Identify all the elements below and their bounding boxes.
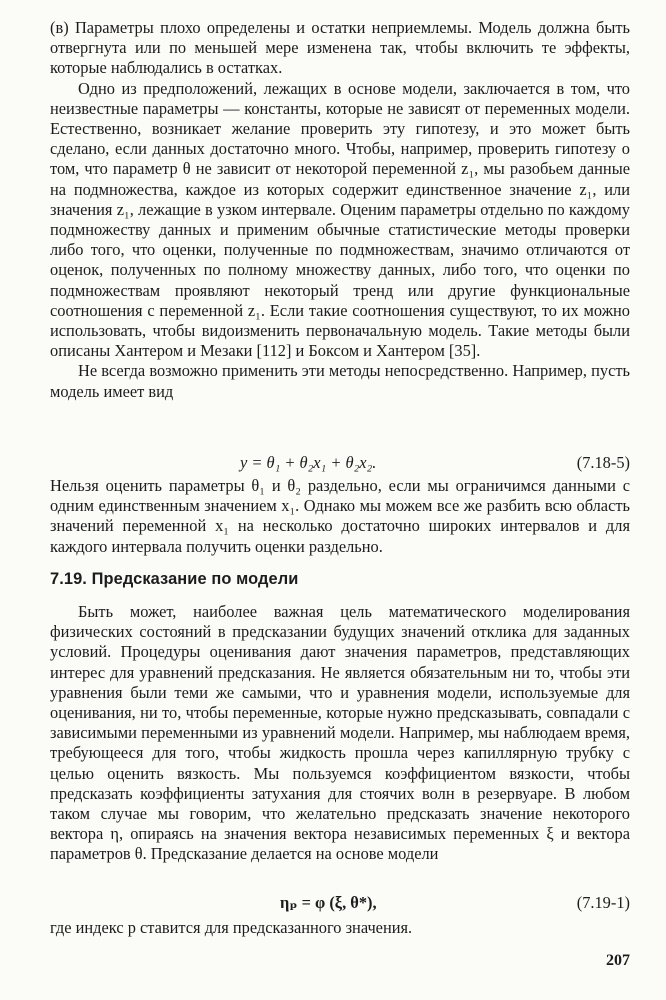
paragraph-index-note: где индекс p ставится для предсказанного значения. (50, 918, 413, 937)
paragraph-item-c: (в) Параметры плохо определены и остатки неприемлемы. Модель должна быть отвергнута или по меньшей мере изменена так, чтобы включить те эффекты, которые наблюдались в остатках. (50, 18, 630, 78)
paragraph-not-always: Не всегда возможно применить эти методы непосредственно. Например, пусть модель имеет вид (50, 361, 630, 401)
paragraph-assumption: Одно из предположений, лежащих в основе модели, заключается в том, что неизвестные параметры — константы, которые не зависят от переменных модели. Естественно, возникает желание проверить эту гипотезу, и это может быть сделано, если данных достаточно много. Чтобы, например, проверить гипотезу о том, что параметр θ не зависит от некоторой переменной z₁, мы разобьем данные на подмножества, каждое из которых содержит единственное значение z₁, или значения z₁, лежащие в узком интервале. Оценим параметры отдельно по каждому подмножеству данных и применим обычные статистические методы проверки либо того, что оценки, полученные по подмножествам, значимо отличаются от оценок, полученных по полному множеству данных, либо того, что оценки по подмножествам проявляют некоторый тренд или другие функциональные соотношения с переменной z₁. Если такие соотношения существуют, то их можно использовать, чтобы видоизменить первоначальную модель. Такие методы были описаны Хантером и Мезаки [112] и Боксом и Хантером [35]. (50, 78, 630, 361)
text-block-last (50, 918, 630, 938)
paragraph-prediction: Быть может, наиболее важная цель математического моделирования физических состояний в предсказании будущих значений отклика для заданных условий. Процедуры оценивания дают значения параметров, представляющих интерес для уравнений предсказания. Не является обязательным ни то, чтобы эти уравнения были теми же самыми, что и уравнения модели, используемые для оценивания, ни то, чтобы переменные, которые нужно предсказывать, совпадали с зависимыми переменными из уравнений модели. Например, мы наблюдаем время, требующееся для того, чтобы жидкость прошла через капиллярную трубку с целью оценить вязкость. Мы пользуемся коэффициентом вязкости, чтобы предсказать коэффициенты затухания для стоячих волн в резервуаре. В любом таком случае мы говорим, что желательно предсказать значение некоторого вектора η, опираясь на значения вектора независимых переменных ξ и вектора параметров θ. Предсказание делается на основе модели (50, 602, 630, 864)
equation-7-19-1 (50, 892, 630, 914)
text-block-top (50, 18, 630, 402)
equation-7-18-5 (50, 452, 630, 474)
text-block-section (50, 602, 630, 865)
section-heading: 7.19. Предсказание по модели (50, 570, 299, 588)
equation-number: (7.18-5) (576, 453, 630, 472)
text-block-after-equation (50, 476, 630, 557)
equation-number: (7.19-1) (576, 893, 630, 912)
page-number: 207 (606, 952, 630, 969)
paragraph-after-equation: Нельзя оценить параметры θ₁ и θ₂ раздельно, если мы ограничимся данными с одним единственным значением x₁. Однако мы можем все же разбить всю область значений переменной x₁ на несколько достаточно широких интервалов и для каждого интервала получить оценки раздельно. (50, 476, 630, 556)
equation-formula: ηₚ = φ (ξ, θ*), (280, 893, 377, 912)
equation-formula: y = θ₁ + θ₂x₁ + θ₂x₂. (240, 453, 377, 472)
